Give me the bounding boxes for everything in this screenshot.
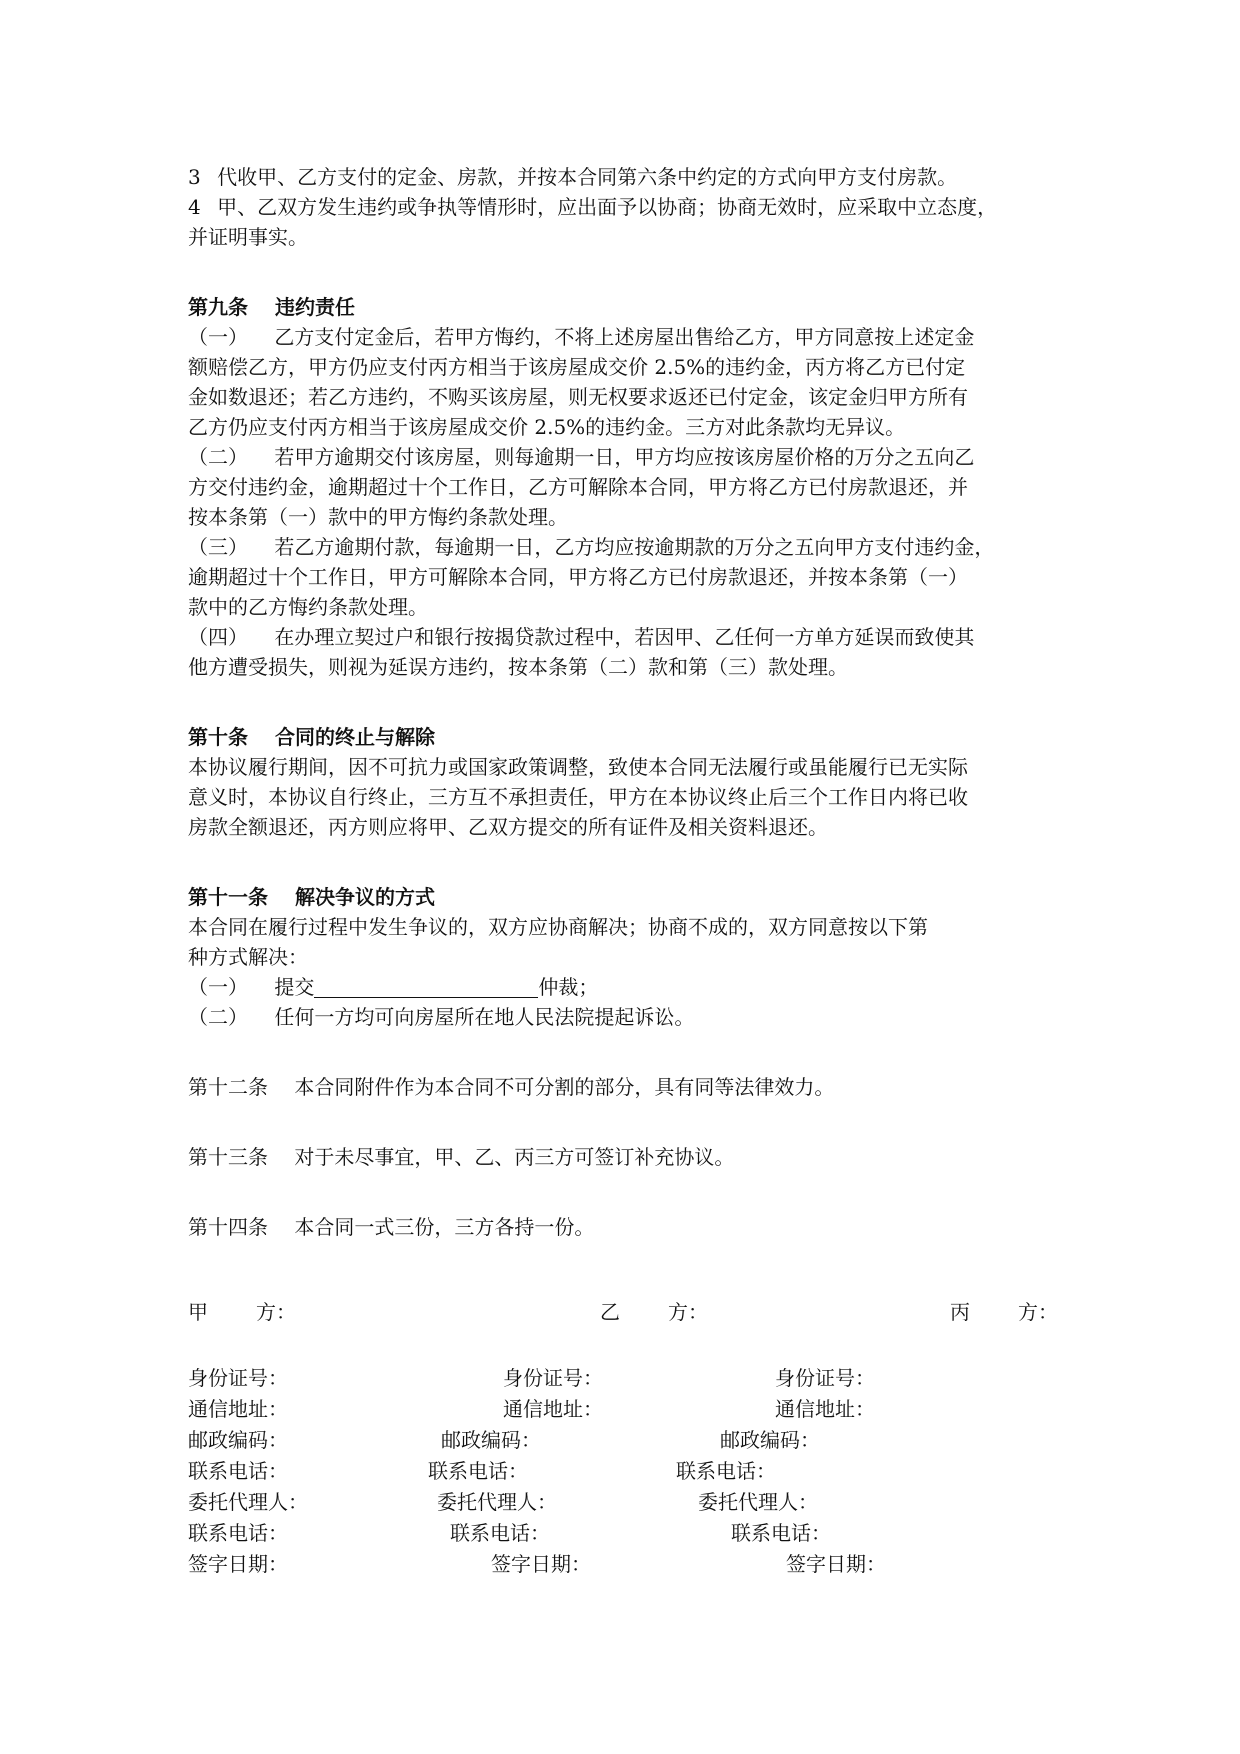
party-a-postcode-field: 邮政编码： bbox=[188, 1428, 288, 1452]
duty-text: 代收甲、乙方支付的定金、房款，并按本合同第六条中约定的方式向甲方支付房款。 bbox=[217, 165, 958, 189]
party-c-address-field: 通信地址： bbox=[775, 1397, 875, 1421]
item-label: （三） bbox=[188, 535, 248, 559]
article-9-item-3-line-2: 逾期超过十个工作日，甲方可解除本合同，甲方将乙方已付房款退还，并按本条第（一） bbox=[188, 565, 968, 589]
article-11-heading bbox=[188, 882, 1068, 912]
party-b-phone-field: 联系电话： bbox=[428, 1459, 528, 1483]
article-10-line-2: 意义时，本协议自行终止，三方互不承担责任，甲方在本协议终止后三个工作日内将已收 bbox=[188, 785, 968, 809]
article-title: 违约责任 bbox=[274, 295, 355, 319]
article-number: 第九条 bbox=[188, 295, 248, 319]
party-a-label: 甲 方： bbox=[188, 1300, 296, 1324]
party-a-phone-field: 联系电话： bbox=[188, 1459, 288, 1483]
party-a-agent-phone-field: 联系电话： bbox=[188, 1521, 288, 1545]
party-c-agent-field: 委托代理人： bbox=[698, 1490, 818, 1514]
article-9-item-3-line-1 bbox=[188, 532, 1068, 562]
option-label: （一） bbox=[188, 975, 248, 999]
article-9-item-1-line-4: 乙方仍应支付丙方相当于该房屋成交价 2.5%的违约金。三方对此条款均无异议。 bbox=[188, 415, 906, 439]
article-9-item-1-line-1 bbox=[188, 322, 1068, 352]
article-10-heading bbox=[188, 722, 1068, 752]
article-9-item-2-line-2: 方交付违约金，逾期超过十个工作日，乙方可解除本合同，甲方将乙方已付房款退还，并 bbox=[188, 475, 968, 499]
option-prefix: 提交 bbox=[274, 975, 315, 999]
article-number: 第十三条 bbox=[188, 1145, 268, 1169]
article-9-item-4-line-2: 他方遭受损失，则视为延误方违约，按本条第（二）款和第（三）款处理。 bbox=[188, 655, 848, 679]
article-14 bbox=[188, 1212, 1068, 1242]
arbitration-blank[interactable] bbox=[314, 975, 538, 998]
article-9-item-2-line-3: 按本条第（一）款中的甲方悔约条款处理。 bbox=[188, 505, 568, 529]
article-9-item-1-line-2: 额赔偿乙方，甲方仍应支付丙方相当于该房屋成交价 2.5%的违约金，丙方将乙方已付定 bbox=[188, 355, 966, 379]
party-a-id-field: 身份证号： bbox=[188, 1366, 288, 1390]
item-text: 乙方支付定金后，若甲方悔约，不将上述房屋出售给乙方，甲方同意按上述定金 bbox=[274, 325, 975, 349]
party-b-date-field: 签字日期： bbox=[491, 1552, 591, 1576]
duty-text: 甲、乙双方发生违约或争执等情形时，应出面予以协商；协商无效时，应采取中立态度， bbox=[217, 195, 998, 219]
option-label: （二） bbox=[188, 1005, 248, 1029]
duty-3 bbox=[188, 162, 1068, 192]
party-c-id-field: 身份证号： bbox=[775, 1366, 875, 1390]
party-b-agent-phone-field: 联系电话： bbox=[450, 1521, 550, 1545]
duty-number: 4 bbox=[188, 195, 201, 219]
party-b-id-field: 身份证号： bbox=[503, 1366, 603, 1390]
party-b-postcode-field: 邮政编码： bbox=[441, 1428, 541, 1452]
article-10-line-1: 本协议履行期间，因不可抗力或国家政策调整，致使本合同无法履行或虽能履行已无实际 bbox=[188, 755, 968, 779]
duty-4 bbox=[188, 192, 1068, 222]
party-a-address-field: 通信地址： bbox=[188, 1397, 288, 1421]
party-c-label: 丙 方： bbox=[950, 1300, 1058, 1324]
article-9-heading bbox=[188, 292, 1068, 322]
item-text: 若乙方逾期付款，每逾期一日，乙方均应按逾期款的万分之五向甲方支付违约金， bbox=[274, 535, 995, 559]
article-text: 本合同附件作为本合同不可分割的部分，具有同等法律效力。 bbox=[294, 1075, 835, 1099]
article-9-item-3-line-3: 款中的乙方悔约条款处理。 bbox=[188, 595, 428, 619]
party-c-agent-phone-field: 联系电话： bbox=[731, 1521, 831, 1545]
article-9-item-2-line-1 bbox=[188, 442, 1068, 472]
article-10-line-3: 房款全额退还，丙方则应将甲、乙双方提交的所有证件及相关资料退还。 bbox=[188, 815, 828, 839]
article-9-item-1-line-3: 金如数退还；若乙方违约，不购买该房屋，则无权要求返还已付定金，该定金归甲方所有 bbox=[188, 385, 968, 409]
party-a-date-field: 签字日期： bbox=[188, 1552, 288, 1576]
party-b-agent-field: 委托代理人： bbox=[437, 1490, 557, 1514]
article-number: 第十条 bbox=[188, 725, 248, 749]
article-11-option-1 bbox=[188, 972, 1068, 1002]
article-text: 本合同一式三份，三方各持一份。 bbox=[294, 1215, 595, 1239]
article-title: 合同的终止与解除 bbox=[274, 725, 435, 749]
article-11-line-1: 本合同在履行过程中发生争议的，双方应协商解决；协商不成的，双方同意按以下第 bbox=[188, 915, 928, 939]
item-label: （一） bbox=[188, 325, 248, 349]
party-c-phone-field: 联系电话： bbox=[676, 1459, 776, 1483]
item-label: （二） bbox=[188, 445, 248, 469]
article-title: 解决争议的方式 bbox=[294, 885, 435, 909]
party-a-agent-field: 委托代理人： bbox=[188, 1490, 308, 1514]
item-text: 若甲方逾期交付该房屋，则每逾期一日，甲方均应按该房屋价格的万分之五向乙 bbox=[274, 445, 975, 469]
article-9-item-4-line-1 bbox=[188, 622, 1068, 652]
duty-number: 3 bbox=[188, 165, 201, 189]
item-label: （四） bbox=[188, 625, 248, 649]
duty-4-continued: 并证明事实。 bbox=[188, 225, 308, 249]
item-text: 在办理立契过户和银行按揭贷款过程中，若因甲、乙任何一方单方延误而致使其 bbox=[274, 625, 975, 649]
article-number: 第十一条 bbox=[188, 885, 268, 909]
party-b-label: 乙 方： bbox=[600, 1300, 708, 1324]
article-text: 对于未尽事宜，甲、乙、丙三方可签订补充协议。 bbox=[294, 1145, 735, 1169]
party-c-postcode-field: 邮政编码： bbox=[720, 1428, 820, 1452]
article-11-option-2 bbox=[188, 1002, 1068, 1032]
option-text: 任何一方均可向房屋所在地人民法院提起诉讼。 bbox=[274, 1005, 695, 1029]
article-number: 第十二条 bbox=[188, 1075, 268, 1099]
article-11-line-2: 种方式解决： bbox=[188, 945, 308, 969]
party-b-address-field: 通信地址： bbox=[503, 1397, 603, 1421]
article-12 bbox=[188, 1072, 1068, 1102]
article-13 bbox=[188, 1142, 1068, 1172]
article-number: 第十四条 bbox=[188, 1215, 268, 1239]
option-suffix: 仲裁； bbox=[538, 975, 599, 999]
party-c-date-field: 签字日期： bbox=[786, 1552, 886, 1576]
